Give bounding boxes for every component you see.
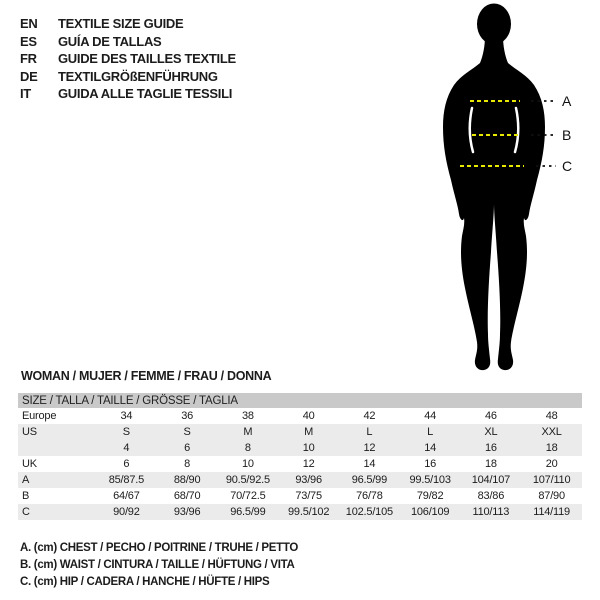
size-cell: 70/72.5: [230, 490, 266, 502]
size-cell: 4: [123, 442, 130, 454]
size-cell: 64/67: [113, 490, 140, 502]
table-row-uk: [18, 456, 582, 472]
size-cell: L: [427, 426, 434, 438]
measurement-legend: [20, 540, 298, 591]
section-title: WOMAN / MUJER / FEMME / FRAU / DONNA: [21, 369, 272, 383]
size-cell: 68/70: [173, 490, 201, 502]
size-cell: 96.5/99: [351, 474, 388, 486]
size-cell: 90/92: [113, 506, 140, 518]
size-cell: 18: [484, 458, 497, 470]
table-row-waist-b: [18, 488, 582, 504]
legend-chest: A. (cm) CHEST / PECHO / POITRINE / TRUHE / PETTO: [20, 542, 299, 554]
legend-hip: C. (cm) HIP / CADERA / HANCHE / HÜFTE / HIPS: [20, 576, 270, 588]
size-cell: 48: [545, 410, 558, 422]
lang-text: GUIDE DES TAILLES TEXTILE: [58, 51, 236, 67]
size-cell: S: [122, 426, 130, 438]
size-cell: 8: [184, 458, 191, 470]
size-cell: 14: [363, 458, 376, 470]
table-row-us-numeric: [18, 440, 582, 456]
table-row-hip-c: [18, 504, 582, 520]
table-row-europe: [18, 408, 582, 424]
marker-label-b: B: [562, 127, 572, 143]
marker-label-c: C: [562, 158, 573, 174]
size-cell: 99.5/103: [409, 474, 451, 486]
size-cell: 8: [244, 442, 251, 454]
size-cell: 10: [302, 442, 315, 454]
size-cell: S: [183, 426, 191, 438]
size-cell: 38: [241, 410, 254, 422]
size-cell: 76/78: [356, 490, 383, 502]
size-cell: 110/113: [472, 506, 510, 518]
size-row-label: A: [22, 474, 30, 486]
size-cell: 12: [363, 442, 376, 454]
table-row-chest-a: [18, 472, 582, 488]
size-cell: 90.5/92.5: [225, 474, 270, 486]
lang-code: ES: [20, 33, 37, 49]
size-cell: 44: [424, 410, 437, 422]
lang-row-it: [20, 85, 236, 103]
size-cell: 104/107: [471, 474, 511, 486]
size-cell: 34: [120, 410, 133, 422]
size-row-label: B: [22, 490, 30, 502]
size-cell: 114/119: [533, 506, 570, 518]
size-cell: 16: [484, 442, 497, 454]
size-cell: 96.5/99: [230, 506, 266, 518]
table-row-us: [18, 424, 582, 440]
size-cell: 79/82: [416, 490, 444, 502]
size-cell: 85/87.5: [108, 474, 145, 486]
silhouette-body: [443, 36, 545, 370]
lang-row-de: [20, 68, 236, 86]
size-row-label: Europe: [22, 410, 57, 422]
lang-text: GUIDA ALLE TAGLIE TESSILI: [58, 86, 233, 102]
size-table: [18, 393, 582, 520]
size-cell: 106/109: [410, 506, 450, 518]
size-row-label: UK: [22, 458, 37, 470]
size-cell: 6: [184, 442, 191, 454]
size-cell: 42: [363, 410, 376, 422]
lang-code: DE: [20, 68, 38, 84]
legend-waist: B. (cm) WAIST / CINTURA / TAILLE / HÜFTUNG / VITA: [20, 559, 295, 571]
size-cell: 40: [302, 410, 315, 422]
size-cell: L: [366, 426, 373, 438]
size-cell: XL: [484, 426, 498, 438]
size-cell: 12: [302, 458, 315, 470]
lang-row-en: [20, 15, 236, 33]
size-cell: 46: [484, 410, 497, 422]
marker-label-a: A: [562, 93, 572, 109]
size-cell: XXL: [541, 426, 562, 438]
size-table-header: SIZE / TALLA / TAILLE / GRÖSSE / TAGLIA: [18, 393, 582, 408]
size-cell: 93/96: [295, 474, 322, 486]
lang-row-es: [20, 33, 236, 51]
lang-code: IT: [20, 86, 31, 102]
language-list: [20, 15, 236, 103]
size-cell: 99.5/102: [288, 506, 330, 518]
size-cell: 73/75: [295, 490, 322, 502]
woman-silhouette-figure: [415, 0, 600, 378]
size-row-label: US: [22, 426, 37, 438]
lang-text: GUÍA DE TALLAS: [58, 33, 162, 49]
size-cell: 93/96: [173, 506, 201, 518]
size-cell: 16: [424, 458, 437, 470]
size-cell: M: [304, 426, 314, 438]
size-cell: 36: [181, 410, 194, 422]
size-cell: 107/110: [532, 474, 571, 486]
size-cell: 102.5/105: [345, 506, 393, 518]
size-cell: 10: [241, 458, 254, 470]
size-cell: M: [243, 426, 253, 438]
size-row-label: C: [22, 506, 30, 518]
lang-text: TEXTILGRÖßENFÜHRUNG: [58, 68, 218, 84]
size-cell: 87/90: [538, 490, 565, 502]
lang-row-fr: [20, 50, 236, 68]
size-cell: 18: [545, 442, 558, 454]
lang-code: EN: [20, 16, 38, 31]
size-cell: 14: [424, 442, 437, 454]
lang-code: FR: [20, 51, 37, 67]
lang-text: TEXTILE SIZE GUIDE: [58, 16, 184, 31]
size-cell: 83/86: [477, 490, 505, 502]
size-cell: 20: [545, 458, 558, 470]
size-cell: 6: [123, 458, 130, 470]
size-cell: 88/90: [173, 474, 201, 486]
